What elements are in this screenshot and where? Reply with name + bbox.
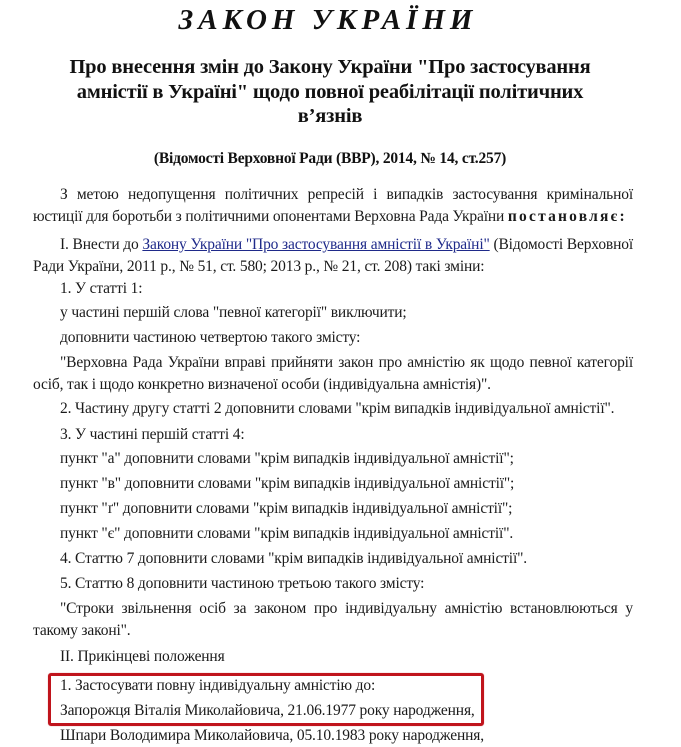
gazette-reference: (Відомості Верховної Ради (ВВР), 2014, № 14, ст.257) bbox=[153, 150, 507, 167]
amendment-subitem: пункт "в" доповнити словами "крім випадків індивідуальної амністії"; bbox=[60, 475, 515, 492]
amendment-item: доповнити частиною четвертою такого змісту: bbox=[60, 329, 361, 346]
section1-intro-prefix: I. Внести до bbox=[60, 236, 143, 253]
amnesty-clause: 1. Застосувати повну індивідуальну амністію до: bbox=[60, 677, 376, 694]
law-subtitle: Про внесення змін до Закону України "Про застосування амністії в Україні" щодо повної реабілітації політичних в’язнів bbox=[69, 56, 591, 127]
amendment-subitem: пункт "є" доповнити словами "крім випадків індивідуальної амністії". bbox=[60, 525, 514, 542]
amendment-subitem: пункт "а" доповнити словами "крім випадків індивідуальної амністії"; bbox=[60, 450, 514, 467]
amendment-subitem: пункт "ґ" доповнити словами "крім випадків індивідуальної амністії"; bbox=[60, 500, 513, 517]
highlight-annotation-box bbox=[48, 673, 484, 726]
amendment-item: 4. Статтю 7 доповнити словами "крім випадків індивідуальної амністії". bbox=[60, 550, 528, 567]
section1-intro-suffix: (Відомості Верховної Ради України, 2011 р., № 51, ст. 580; 2013 р., № 21, ст. 208) такі зміни: bbox=[33, 236, 633, 275]
amendment-quote: "Строки звільнення осіб за законом про індивідуальну амністію встановлюються у такому законі". bbox=[33, 600, 633, 639]
amendment-item: у частині першій слова "певної категорії" виключити; bbox=[60, 304, 407, 321]
amnesty-person: Запорожця Віталія Миколайовича, 21.06.1977 року народження, bbox=[60, 702, 475, 719]
amendment-item: 2. Частину другу статті 2 доповнити словами "крім випадків індивідуальної амністії". bbox=[60, 400, 615, 417]
amendment-quote: "Верховна Рада України вправі прийняти закон про амністію як щодо певної категорії осіб, так і щодо конкретно визначеної особи (індивідуальна амністія)". bbox=[33, 354, 633, 393]
preamble-text: З метою недопущення політичних репресій і випадків застосування кримінальної юстиції для боротьби з політичними опонентами Верховна Рада України bbox=[33, 186, 633, 225]
law-title: ЗАКОН УКРАЇНИ bbox=[178, 4, 478, 36]
amnesty-person: Шпари Володимира Миколайовича, 05.10.1983 року народження, bbox=[60, 727, 484, 744]
section1-intro bbox=[33, 234, 633, 277]
amnesty-law-link[interactable]: Закону України "Про застосування амністії в Україні" bbox=[142, 236, 490, 253]
preamble-paragraph bbox=[33, 184, 633, 227]
amendment-item: 1. У статті 1: bbox=[60, 280, 143, 297]
resolution-word: постановляє: bbox=[507, 207, 627, 225]
amendment-item: 5. Статтю 8 доповнити частиною третьою такого змісту: bbox=[60, 575, 425, 592]
section2-heading: II. Прикінцеві положення bbox=[60, 648, 225, 665]
amendment-item: 3. У частині першій статті 4: bbox=[60, 426, 245, 443]
